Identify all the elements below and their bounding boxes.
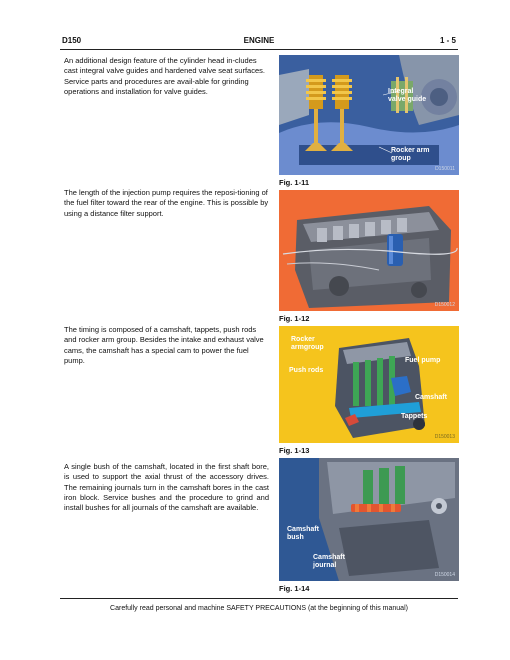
header-section-title: ENGINE [243, 36, 275, 45]
figure-1-14 [279, 458, 459, 581]
figure-code: D150011 [435, 166, 455, 172]
label-rocker-armgroup: Rocker armgroup [291, 336, 324, 351]
figure-code: D150014 [434, 572, 455, 578]
figure-1-13 [279, 326, 459, 443]
page-header [60, 36, 458, 48]
engine-fuel-filter-illustration [279, 190, 459, 311]
paragraph-timing: The timing is composed of a camshaft, tappets, push rods and rocker arm group. Besides the intake and exhaust valve cams, the camshaft has a special cam to power the fuel pump. [64, 325, 264, 365]
page-footer: Carefully read personal and machine SAFETY PRECAUTIONS (at the beginning of this manual) [110, 605, 408, 612]
label-push-rods: Push rods [289, 367, 324, 374]
label-fuel-pump: Fuel pump [405, 357, 441, 364]
label-integral-valve-guide: Integral valve guide [388, 88, 427, 103]
paragraph-fuel-filter: The length of the injection pump requires the reposi-tioning of the fuel filter toward the rear of the engine. This is possible by using a distance filter support. [64, 188, 269, 218]
caption-fig-1-14: Fig. 1-14 [279, 584, 310, 593]
header-rule [60, 49, 458, 50]
figure-code: D150012 [434, 302, 455, 308]
paragraph-valve-guides: An additional design feature of the cylinder head in-cludes cast integral valve guides and hardened valve seat surfaces. Service parts and procedures are avail-able for grinding operations and installation for valve guides. [64, 56, 265, 96]
caption-fig-1-11: Fig. 1-11 [279, 178, 310, 187]
header-model: D150 [62, 36, 82, 45]
header-page-number: 1 - 5 [439, 36, 456, 45]
caption-fig-1-13: Fig. 1-13 [279, 446, 310, 455]
label-camshaft-journal: Camshaft journal [313, 554, 345, 569]
paragraph-camshaft-bush: A single bush of the camshaft, located in the first shaft bore, is used to support the axial thrust of the accessory drives. The remaining journals turn in the camshaft bores in the cast iron block. Service bushes and the procedure to grind and install bushes for all journals of the camshaft are available. [64, 462, 269, 513]
label-tappets: Tappets [401, 413, 428, 420]
label-rocker-arm-group: Rocker arm group [391, 147, 430, 162]
label-camshaft-bush: Camshaft bush [287, 526, 319, 541]
caption-fig-1-12: Fig. 1-12 [279, 314, 310, 323]
cylinder-head-illustration [279, 55, 459, 175]
camshaft-bush-illustration [279, 458, 459, 581]
footer-rule [60, 598, 458, 599]
figure-1-12 [279, 190, 459, 311]
figure-code: D150013 [434, 434, 455, 440]
label-camshaft: Camshaft [415, 394, 447, 401]
figure-1-11 [279, 55, 459, 175]
